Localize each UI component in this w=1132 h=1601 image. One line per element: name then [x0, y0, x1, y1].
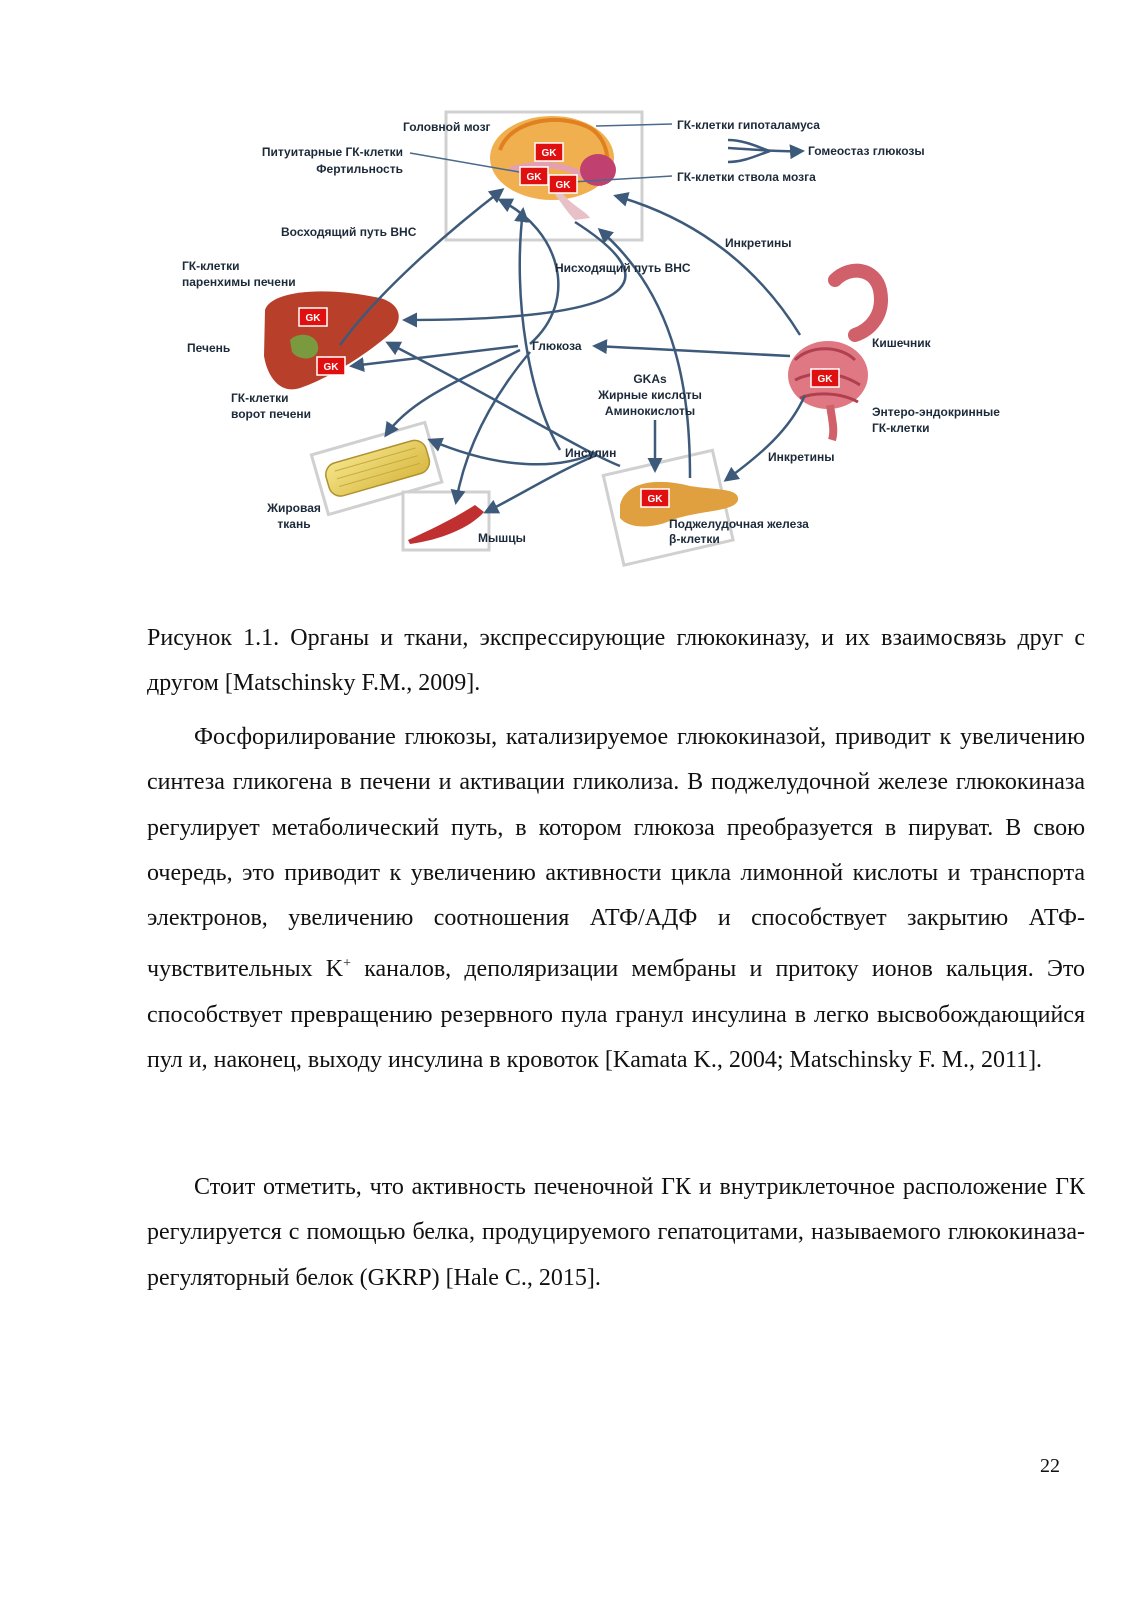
- label-enteroendocrine-2: ГК-клетки: [872, 421, 930, 435]
- label-portal-2: ворот печени: [231, 407, 312, 421]
- label-pancreas-1: Поджелудочная железа: [669, 517, 809, 531]
- label-amino-acids: Аминокислоты: [604, 404, 696, 418]
- body-paragraph-1: [147, 715, 1085, 1083]
- label-muscles: Мышцы: [478, 531, 526, 545]
- svg-text:GK: GK: [323, 362, 339, 373]
- label-liver: Печень: [187, 341, 231, 355]
- svg-text:GK: GK: [541, 148, 557, 159]
- label-pituitary: Питуитарные ГК-клетки: [261, 145, 403, 159]
- label-adipose-2: ткань: [277, 517, 311, 531]
- label-brain: Головной мозг: [403, 120, 491, 134]
- label-incretins-bottom: Инкретины: [768, 450, 835, 464]
- label-fertility: Фертильность: [316, 162, 403, 176]
- label-adipose-1: Жировая: [267, 501, 321, 515]
- label-descending: Нисходящий путь ВНС: [555, 261, 691, 275]
- muscle-panel: [403, 492, 489, 550]
- figure-caption: Рисунок 1.1. Органы и ткани, экспрессирующие глюкокиназу, и их взаимосвязь друг с другом [Matschinsky F.M., 2009].: [147, 625, 1085, 696]
- label-brainstem: ГК-клетки ствола мозга: [677, 170, 816, 184]
- label-homeostasis: Гомеостаз глюкозы: [808, 144, 925, 158]
- intestine-icon: [788, 271, 881, 440]
- page-number: 22: [1040, 1455, 1060, 1477]
- label-insulin: Инсулин: [565, 446, 617, 460]
- svg-text:GK: GK: [817, 374, 833, 385]
- pancreas-panel: [603, 450, 738, 565]
- label-gkas: GKAs: [633, 372, 667, 386]
- label-portal-1: ГК-клетки: [231, 391, 289, 405]
- label-fatty-acids: Жирные кислоты: [598, 388, 702, 402]
- svg-text:GK: GK: [647, 494, 663, 505]
- label-parenchyma-1: ГК-клетки: [182, 259, 240, 273]
- label-intestine: Кишечник: [872, 336, 931, 350]
- svg-text:GK: GK: [555, 180, 571, 191]
- label-ascending: Восходящий путь ВНС: [281, 225, 417, 239]
- paragraph-1-text-continued: каналов, деполяризации мембраны и притоку ионов кальция. Это способствует превращению резервного пула гранул инсулина в легко высвобождающийся пул и, наконец, выходу инсулина в кровоток [Kamata K., 2004; Matschinsky F. M., 2011].: [147, 956, 1085, 1074]
- label-hypothalamus: ГК-клетки гипоталамуса: [677, 118, 820, 132]
- potassium-superscript: +: [343, 956, 352, 972]
- svg-text:GK: GK: [305, 313, 321, 324]
- svg-text:GK: GK: [526, 172, 542, 183]
- label-pancreas-2: β-клетки: [669, 532, 720, 546]
- label-glucose: Глюкоза: [532, 339, 582, 353]
- label-incretins-top: Инкретины: [725, 236, 792, 250]
- body-paragraph-2: Стоит отметить, что активность печеночной ГК и внутриклеточное расположение ГК регулируется с помощью белка, продуцируемого гепатоцитами, называемого глюкокиназа-регуляторный белок (GKRP) [Hale C., 2015].: [147, 1174, 1085, 1291]
- glucokinase-organs-diagram: [0, 0, 1132, 600]
- paragraph-1-text: Фосфорилирование глюкозы, катализируемое глюкокиназой, приводит к увеличению синтеза гликогена в печени и активации гликолиза. В поджелудочной железе глюкокиназа регулирует метаболический путь, в котором глюкоза преобразуется в пируват. В свою очередь, это приводит к увеличению активности цикла лимонной кислоты и транспорта электронов, увеличению соотношения АТФ/АДФ и способствует закрытию АТФ-чувствительных K: [147, 724, 1085, 983]
- label-enteroendocrine-1: Энтеро-эндокринные: [872, 405, 1000, 419]
- label-parenchyma-2: паренхимы печени: [182, 275, 296, 289]
